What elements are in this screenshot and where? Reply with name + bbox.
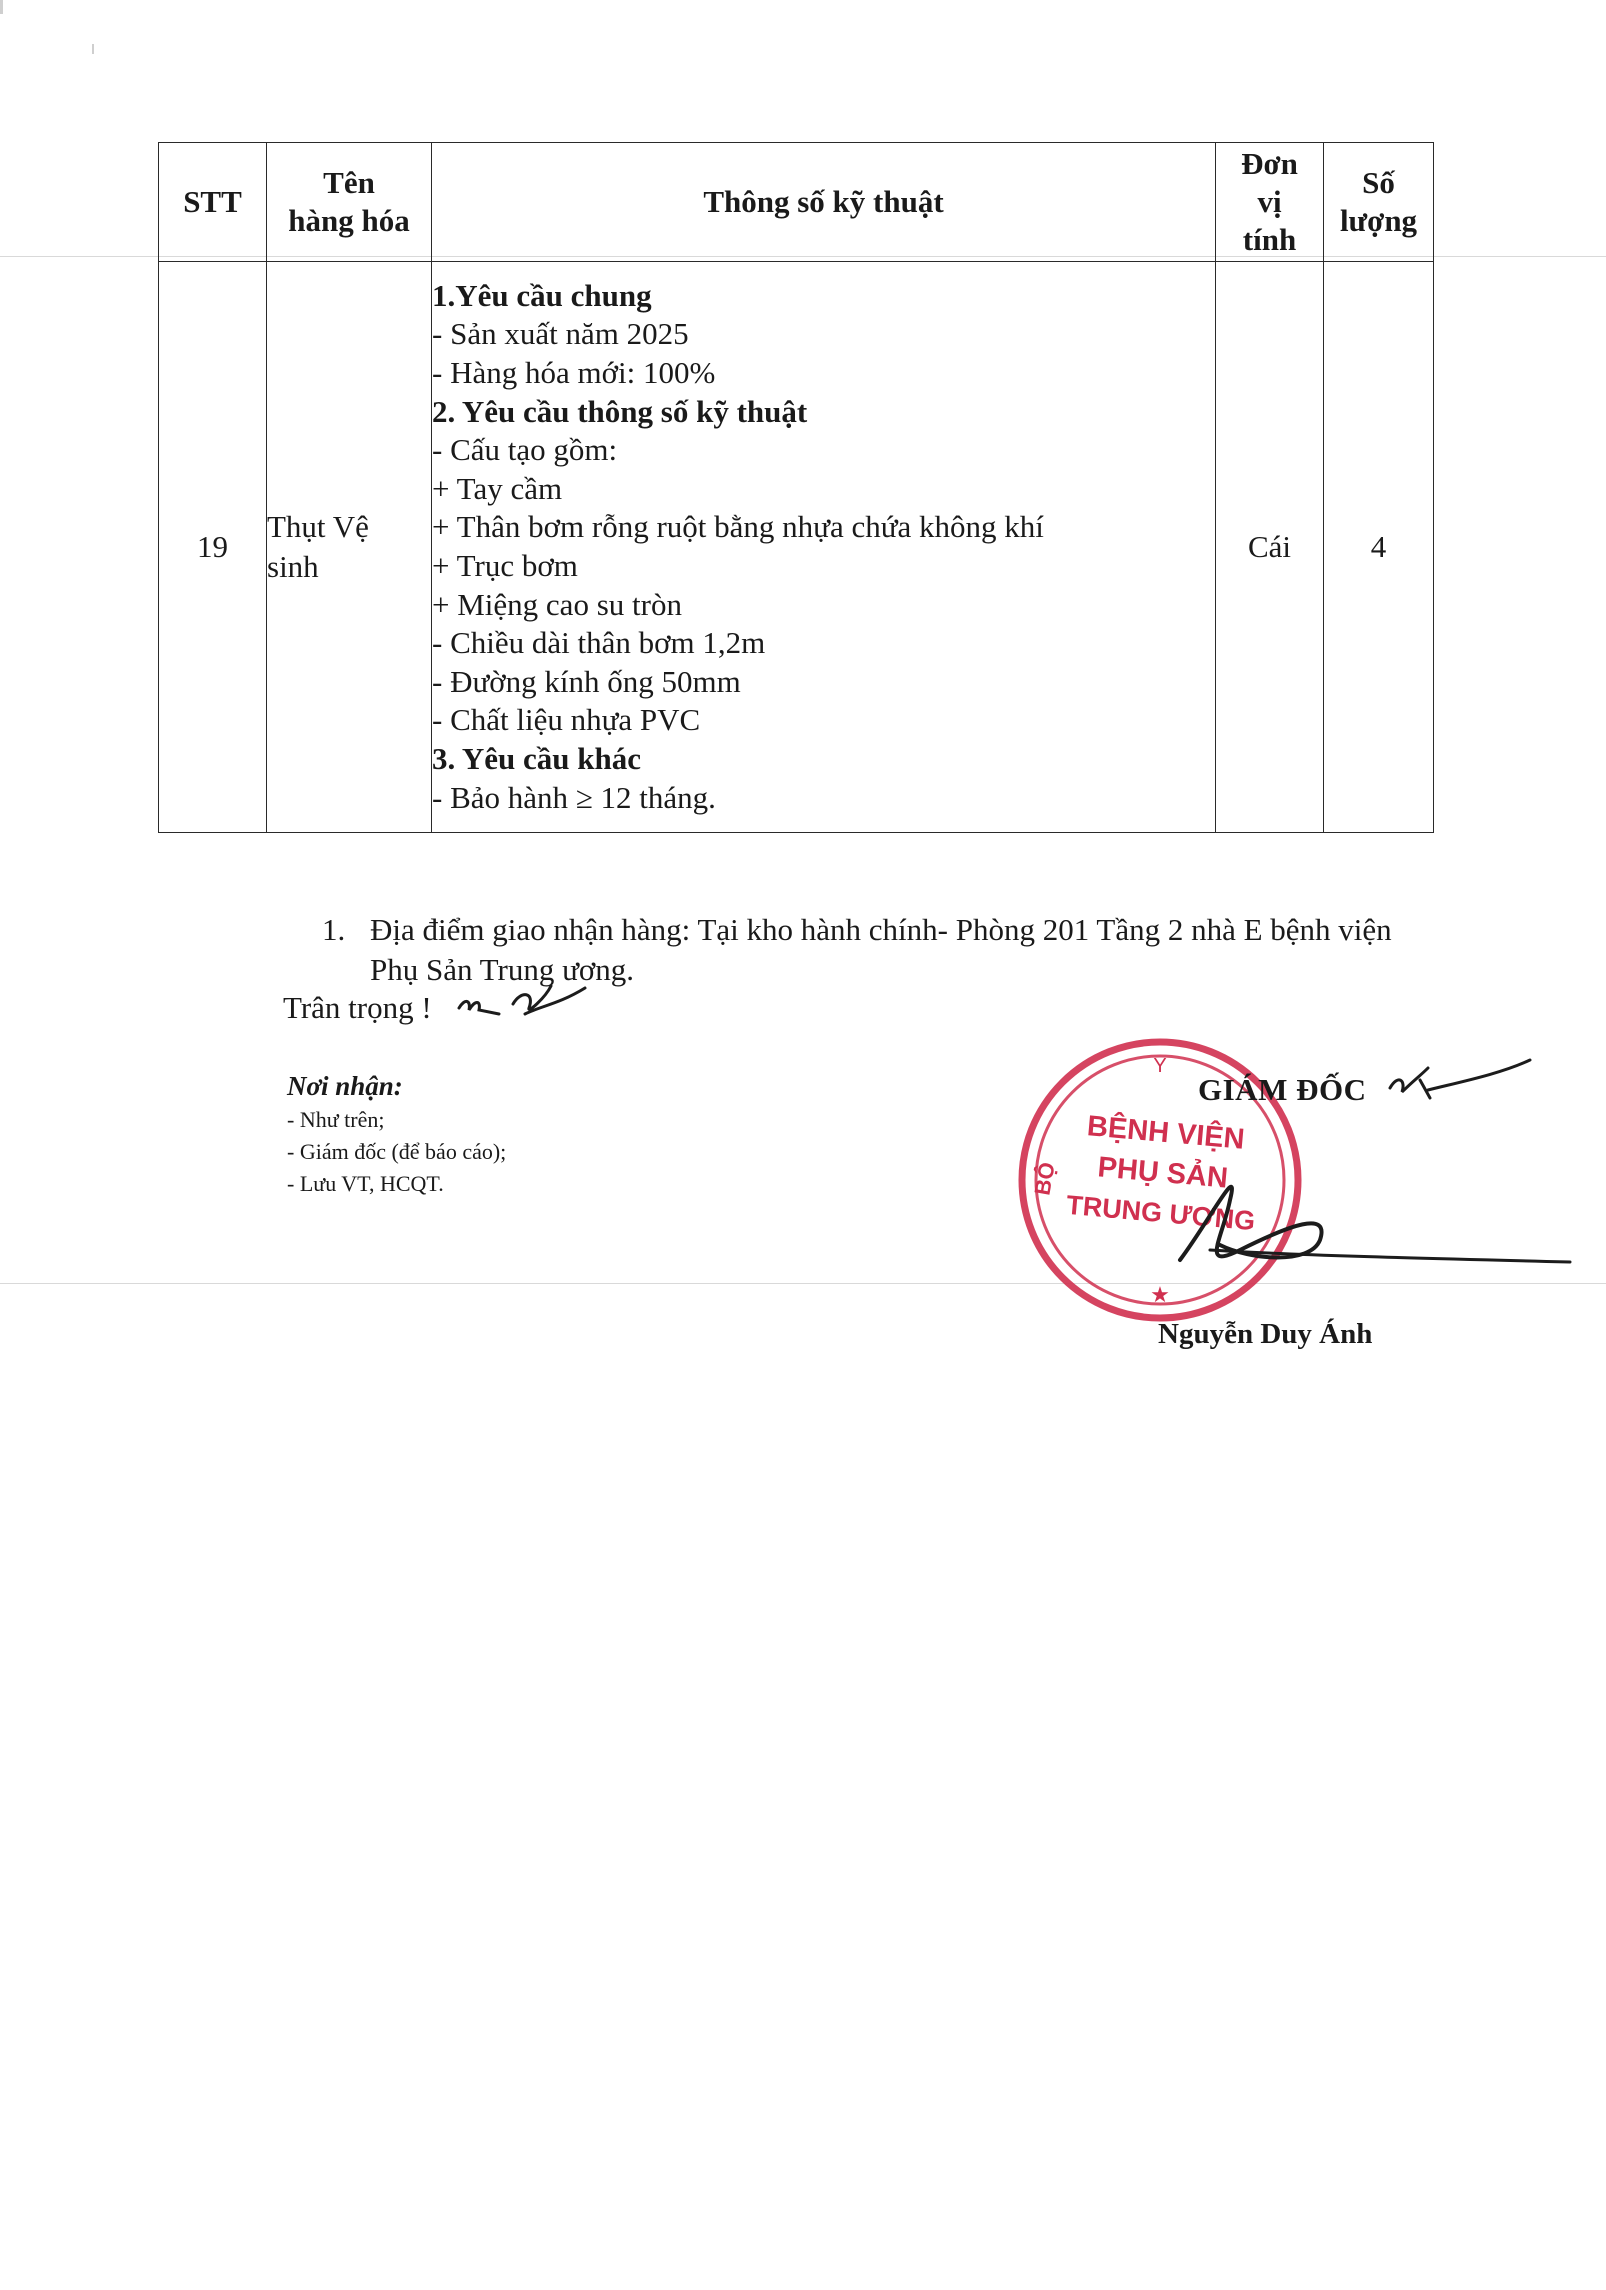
scan-artifact <box>0 0 3 14</box>
director-name: Nguyễn Duy Ánh <box>1158 1318 1373 1350</box>
spec-line: - Cấu tạo gồm: <box>432 432 618 468</box>
director-title: GIÁM ĐỐC <box>1198 1072 1367 1107</box>
cell-qty: 4 <box>1324 262 1434 833</box>
spec-line: + Tay cầm <box>432 470 563 506</box>
recipients-heading: Nơi nhận: <box>287 1071 403 1101</box>
spec-line: - Chất liệu nhựa PVC <box>432 702 701 738</box>
director-signature <box>1170 1050 1590 1300</box>
cell-stt: 19 <box>159 262 267 833</box>
header-qty: Số lượng <box>1324 143 1434 262</box>
svg-text:TRUNG ƯƠNG: TRUNG ƯƠNG <box>1065 1189 1257 1237</box>
table-row <box>159 262 1434 833</box>
note-number: 1. <box>322 912 346 947</box>
regards-text: Trân trọng ! <box>283 990 432 1025</box>
cell-name: Thụt Vệ sinh <box>267 262 432 833</box>
header-stt: STT <box>159 143 267 262</box>
recipients-block <box>287 1068 506 1200</box>
spec-line: - Bảo hành ≥ 12 tháng. <box>432 779 716 815</box>
recipient-line: - Lưu VT, HCQT. <box>287 1171 444 1196</box>
spec-line: - Sản xuất năm 2025 <box>432 316 689 352</box>
spec-line: - Chiều dài thân bơm 1,2m <box>432 625 766 661</box>
recipient-line: - Giám đốc (để báo cáo); <box>287 1139 507 1164</box>
table-header-row <box>159 143 1434 262</box>
spec-line: - Hàng hóa mới: 100% <box>432 355 716 391</box>
header-unit: Đơn vị tính <box>1216 143 1324 262</box>
spec-line: + Trục bơm <box>432 548 578 583</box>
svg-text:Y: Y <box>1153 1055 1167 1077</box>
scan-artifact <box>92 44 94 54</box>
spec-line: 2. Yêu cầu thông số kỹ thuật <box>432 393 808 429</box>
header-spec: Thông số kỹ thuật <box>432 143 1216 262</box>
note-text: Địa điểm giao nhận hàng: Tại kho hành chính- Phòng 201 Tầng 2 nhà E bệnh viện Phụ Sản Trung ương. <box>370 912 1392 987</box>
cell-unit: Cái <box>1216 262 1324 833</box>
svg-text:★: ★ <box>1150 1282 1170 1307</box>
recipient-line: - Như trên; <box>287 1107 385 1132</box>
svg-text:BỘ: BỘ <box>1029 1160 1060 1198</box>
cell-spec <box>432 262 1216 833</box>
spec-line: 1.Yêu cầu chung <box>432 277 652 313</box>
spec-table <box>158 142 1434 833</box>
spec-line: 3. Yêu cầu khác <box>432 740 641 776</box>
initials-signature <box>455 970 595 1030</box>
spec-line: - Đường kính ống 50mm <box>432 663 741 699</box>
svg-text:BỆNH VIỆN: BỆNH VIỆN <box>1085 1110 1246 1156</box>
spec-line: + Miệng cao su tròn <box>432 586 682 622</box>
spec-line: + Thân bơm rỗng ruột bằng nhựa chứa không khí <box>432 509 1044 545</box>
header-name: Tên hàng hóa <box>267 143 432 262</box>
svg-text:PHỤ SẢN: PHỤ SẢN <box>1096 1151 1230 1195</box>
